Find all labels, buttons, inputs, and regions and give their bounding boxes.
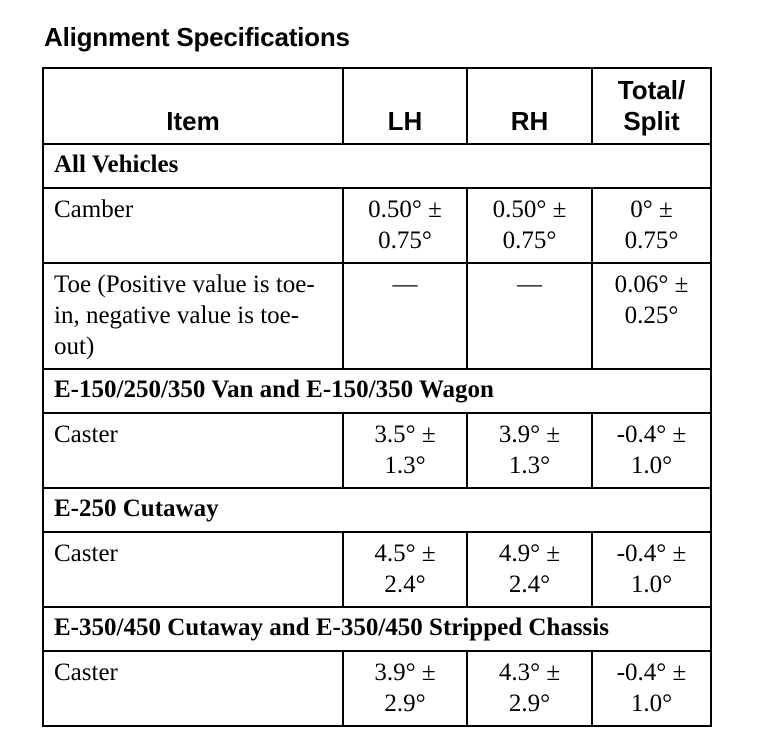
lh-value: 3.9° ± [374,659,436,686]
lh-cell [343,188,467,263]
lh-tolerance: 0.75° [378,227,432,254]
total-tolerance: 1.0° [630,690,673,717]
total-value: -0.4° ± [616,659,687,686]
total-value: 0.06° ± [614,271,689,298]
table-header-row [43,68,711,144]
section-row [43,369,711,413]
lh-cell [343,651,467,726]
section-heading-e350-450: E-350/450 Cutaway and E-350/450 Stripped Chassis [43,607,711,651]
rh-cell [467,188,592,263]
alignment-spec-table [42,67,712,727]
header-total-line2: Split [623,106,680,136]
rh-value: 0.50° ± [492,196,567,223]
total-cell [592,413,711,488]
header-total-split [592,68,711,144]
page-title: Alignment Specifications [44,22,350,52]
lh-cell [343,263,467,369]
lh-value: — [392,271,418,298]
rh-cell [467,651,592,726]
rh-tolerance: 1.3° [508,452,551,479]
total-tolerance: 0.75° [624,227,679,254]
table-row [43,651,711,726]
section-heading-van-wagon: E-150/250/350 Van and E-150/350 Wagon [43,369,711,413]
item-cell: Camber [43,188,343,263]
total-tolerance: 1.0° [630,452,673,479]
table-row [43,188,711,263]
item-cell: Toe (Positive value is toe-in, negative value is toe-out) [43,263,343,369]
header-rh: RH [467,68,592,144]
total-value: 0° ± [630,196,673,223]
table-row [43,413,711,488]
rh-value: 4.9° ± [498,540,561,567]
rh-tolerance: 2.9° [508,690,551,717]
total-tolerance: 0.25° [624,302,679,329]
section-row [43,144,711,188]
rh-value: 4.3° ± [498,659,561,686]
total-cell [592,532,711,607]
lh-value: 0.50° ± [368,196,442,223]
header-item: Item [43,68,343,144]
table-row [43,532,711,607]
rh-cell [467,413,592,488]
lh-tolerance: 2.4° [384,571,426,598]
item-cell: Caster [43,651,343,726]
rh-value: 3.9° ± [498,421,561,448]
section-heading-e250-cutaway: E-250 Cutaway [43,488,711,532]
lh-value: 4.5° ± [374,540,436,567]
total-value: -0.4° ± [616,540,687,567]
lh-tolerance: 1.3° [384,452,426,479]
header-lh: LH [343,68,467,144]
item-cell: Caster [43,413,343,488]
rh-cell [467,263,592,369]
section-row [43,607,711,651]
rh-tolerance: 0.75° [502,227,557,254]
item-cell: Caster [43,532,343,607]
header-total-line1: Total/ [617,75,686,105]
rh-value: — [517,271,542,298]
lh-cell [343,413,467,488]
lh-value: 3.5° ± [374,421,436,448]
total-cell [592,188,711,263]
lh-cell [343,532,467,607]
section-row [43,488,711,532]
lh-tolerance: 2.9° [384,690,426,717]
rh-tolerance: 2.4° [508,571,551,598]
table-row [43,263,711,369]
total-cell [592,263,711,369]
total-value: -0.4° ± [616,421,687,448]
section-heading-all-vehicles: All Vehicles [43,144,711,188]
rh-cell [467,532,592,607]
total-cell [592,651,711,726]
total-tolerance: 1.0° [630,571,673,598]
